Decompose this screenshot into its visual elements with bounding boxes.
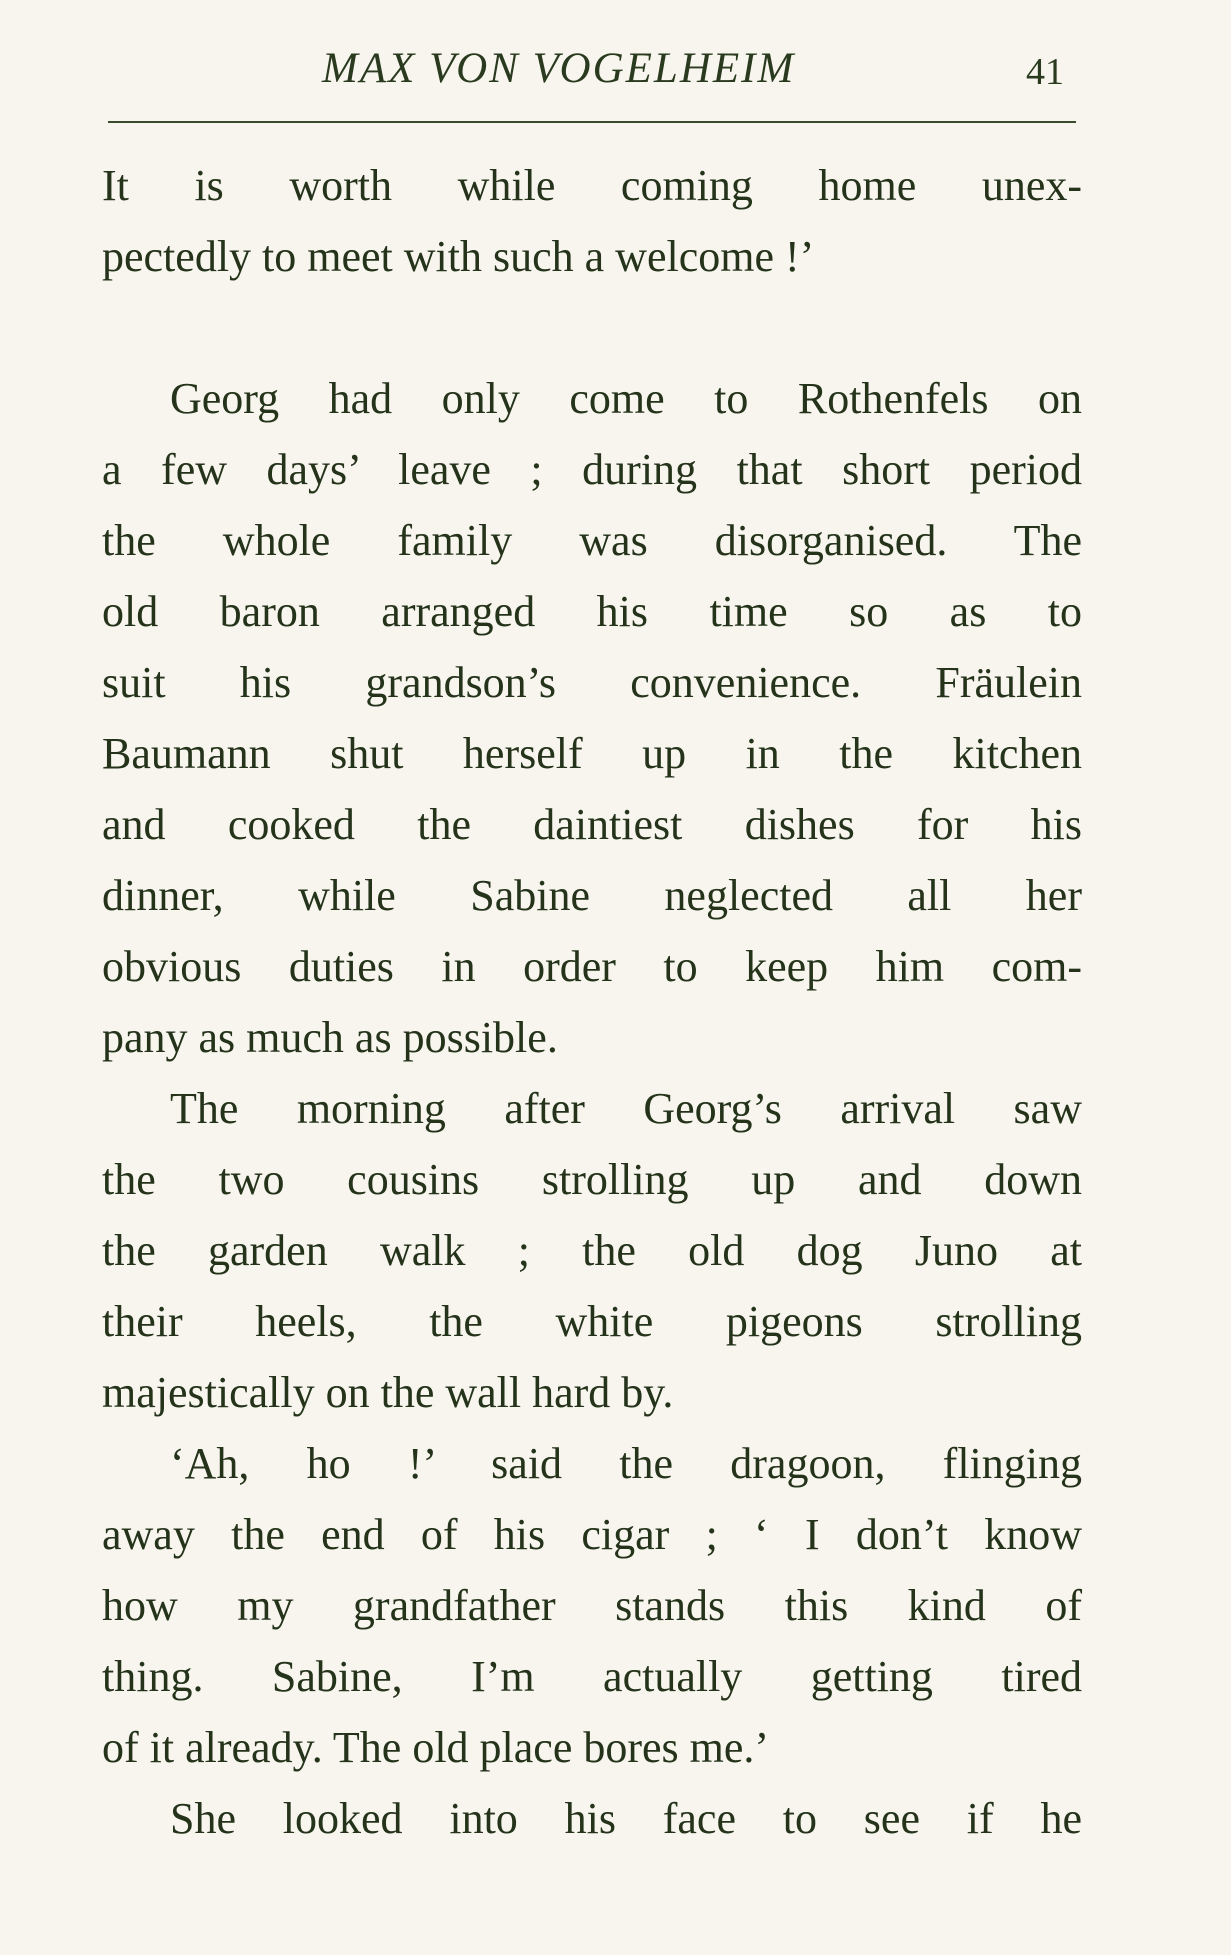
text-line: pany as much as possible. [102,1013,558,1062]
header-rule [108,121,1076,123]
text-line: their heels, the white pigeons strolling [102,1297,1082,1346]
text-line: and cooked the daintiest dishes for his [102,800,1082,849]
text-line: majestically on the wall hard by. [102,1368,674,1417]
text-line: the whole family was disorganised. The [102,516,1082,565]
text-line: dinner, while Sabine neglected all her [102,871,1082,920]
paragraph-gap [102,292,1082,363]
text-line: She looked into his face to see if he [170,1794,1082,1843]
text-line: ‘Ah, ho !’ said the dragoon, flinging [170,1439,1082,1488]
text-line: Georg had only come to Rothenfels on [170,374,1082,423]
text-line: away the end of his cigar ; ‘ I don’t know [102,1510,1082,1559]
running-title: MAX VON VOGELHEIM [322,45,796,92]
text-line: thing. Sabine, I’m actually getting tired [102,1652,1082,1701]
page-header [108,44,1076,104]
body-text [102,150,1082,1854]
text-line: old baron arranged his time so as to [102,587,1082,636]
text-line: the two cousins strolling up and down [102,1155,1082,1204]
text-line: Baumann shut herself up in the kitchen [102,729,1082,778]
text-line: a few days’ leave ; during that short period [102,445,1082,494]
text-line: how my grandfather stands this kind of [102,1581,1082,1630]
text-line: The morning after Georg’s arrival saw [170,1084,1082,1133]
text-line: the garden walk ; the old dog Juno at [102,1226,1082,1275]
page-number: 41 [1026,51,1064,93]
text-line: obvious duties in order to keep him com- [102,942,1082,991]
text-line: of it already. The old place bores me.’ [102,1723,770,1772]
text-line: suit his grandson’s convenience. Fräulein [102,658,1082,707]
text-line: pectedly to meet with such a welcome !’ [102,232,815,281]
text-line: It is worth while coming home unex- [102,161,1082,210]
